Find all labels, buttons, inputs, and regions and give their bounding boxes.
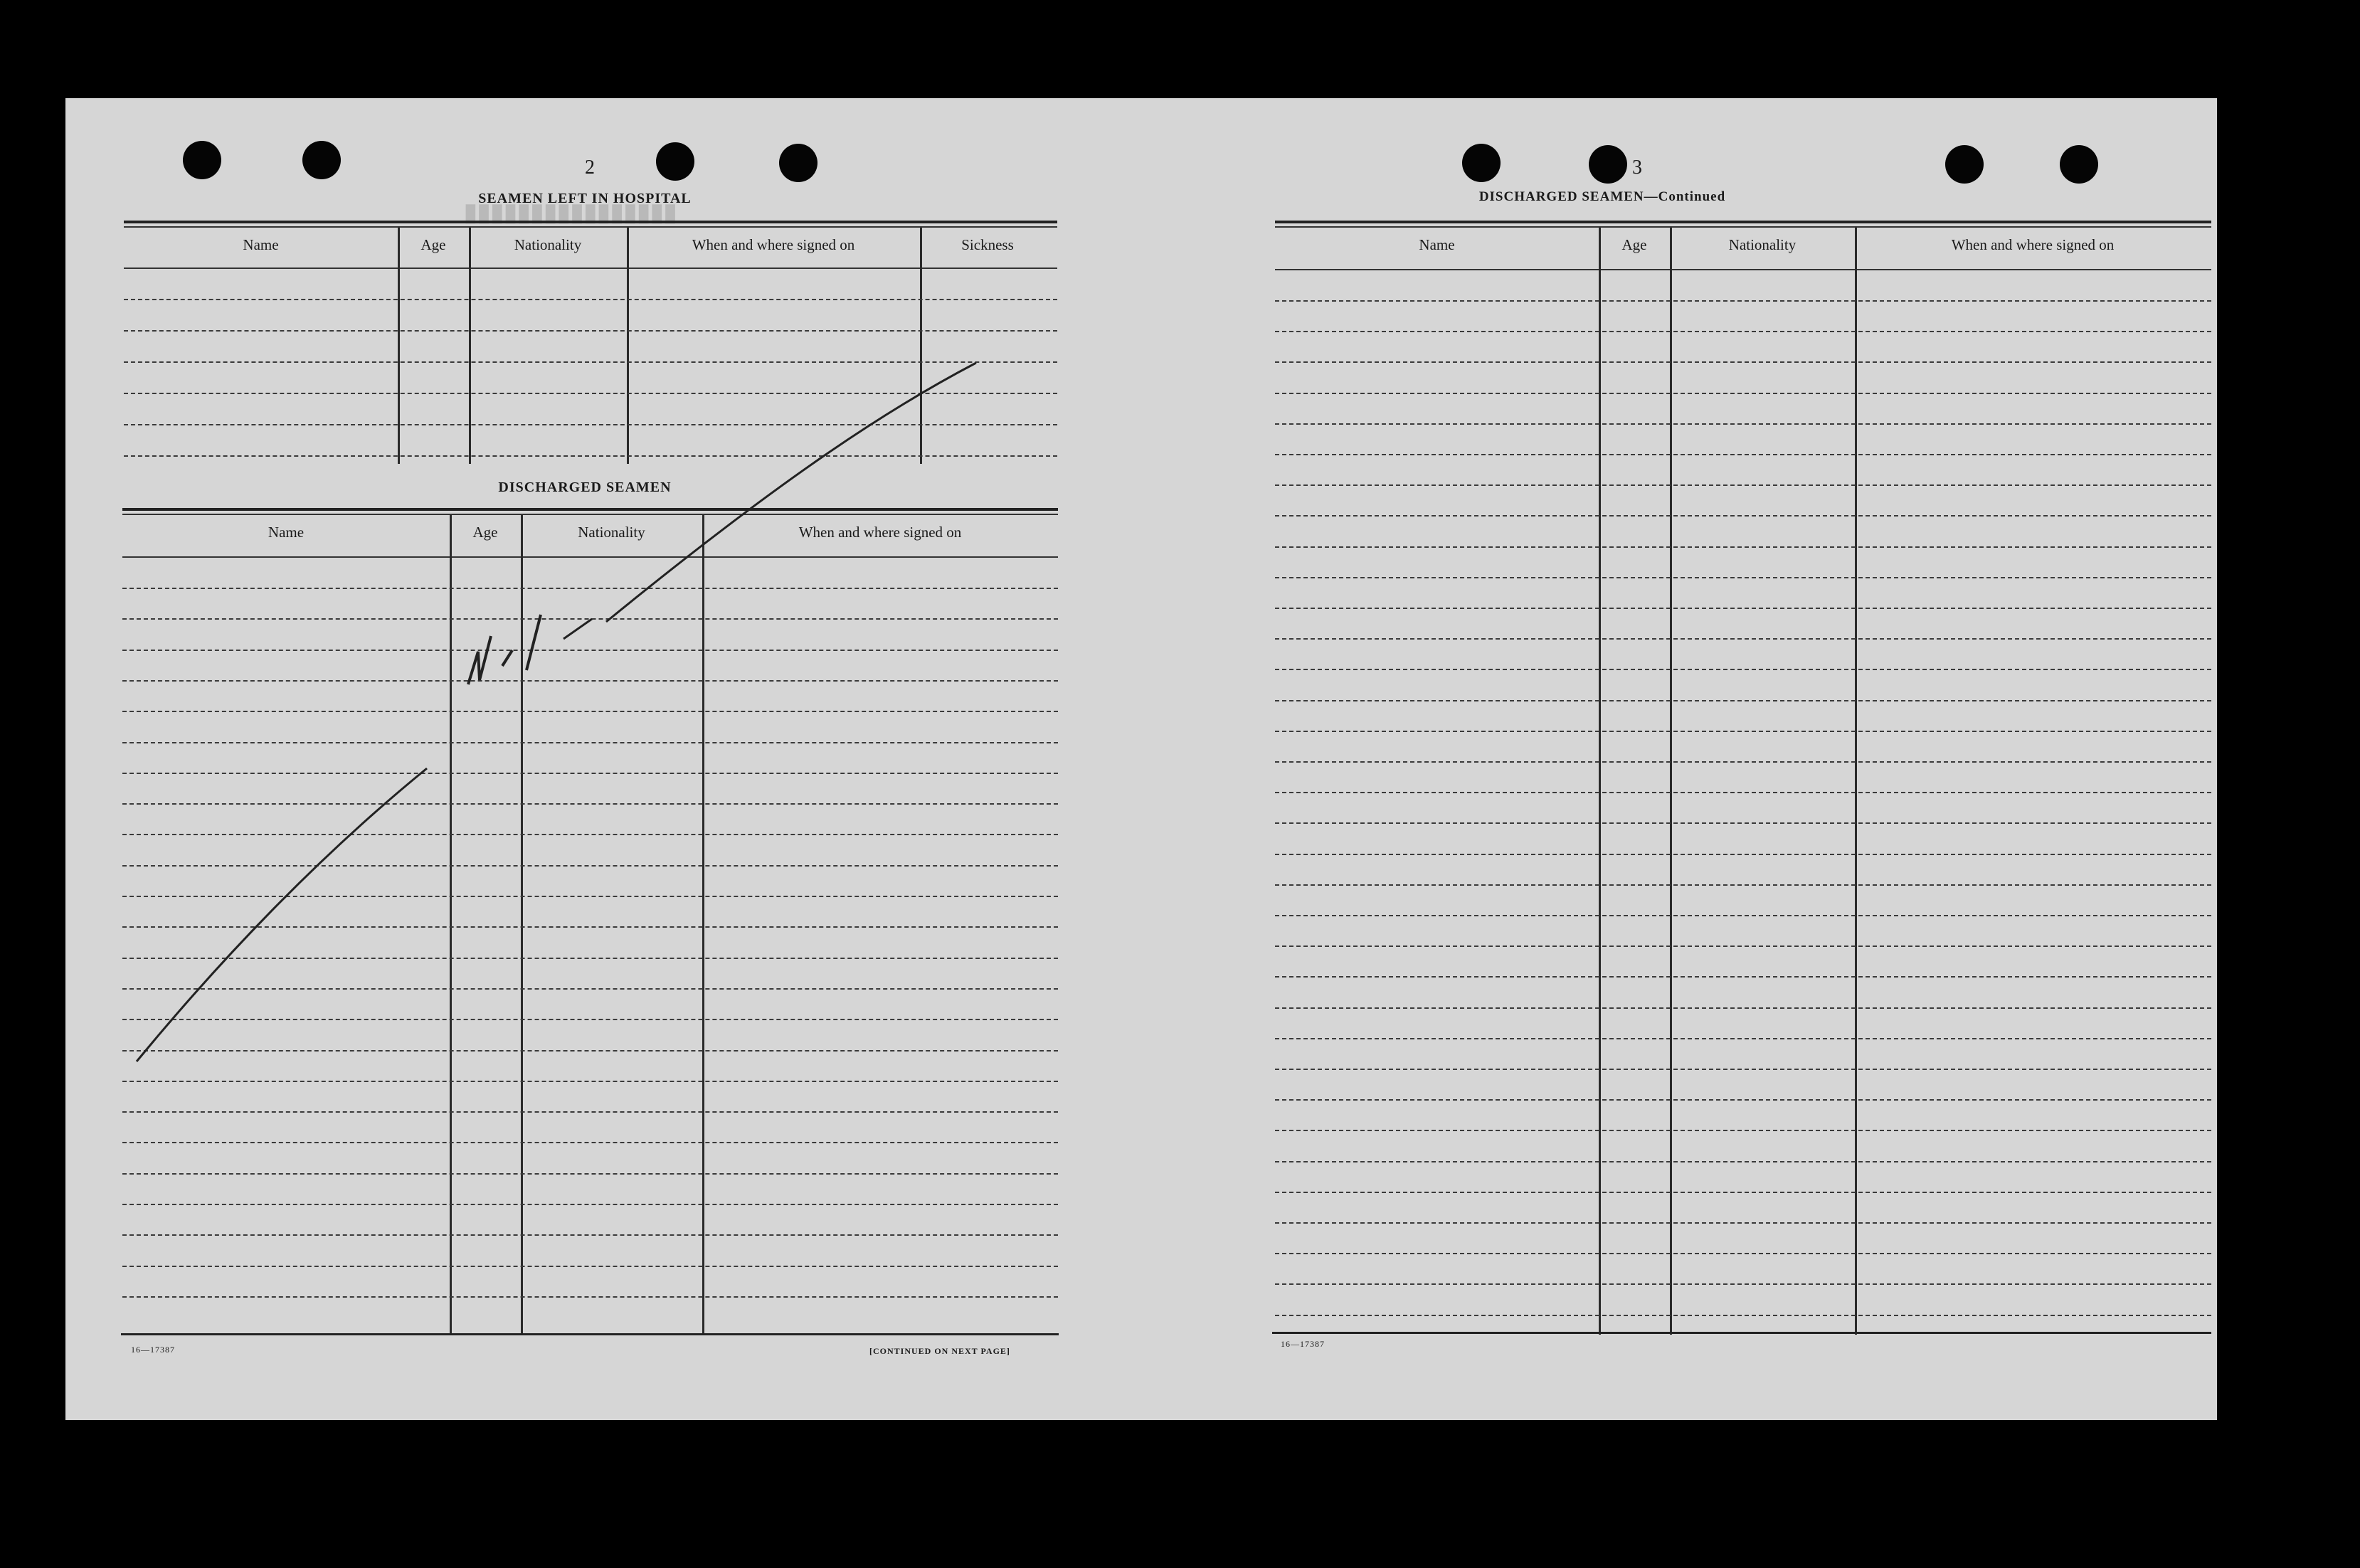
table-row-line <box>1275 484 2211 486</box>
table-row-line <box>1275 1007 2211 1009</box>
continued-note: [CONTINUED ON NEXT PAGE] <box>869 1346 1010 1356</box>
column-header-age: Age <box>1621 236 1647 253</box>
page-number: 3 <box>1632 157 1642 179</box>
column-header-sickness: Sickness <box>961 236 1014 253</box>
table-row-line <box>1275 1099 2211 1101</box>
bleed-through-text: ▮▮▮▮▮▮▮▮▮▮▮▮▮▮▮▮ <box>464 202 677 228</box>
right-page <box>1133 98 2217 1420</box>
table-row-line <box>1275 1192 2211 1193</box>
page-number: 2 <box>585 157 595 179</box>
table-row-line <box>1275 361 2211 363</box>
table-row-line <box>1275 1283 2211 1285</box>
table-row-line <box>1275 915 2211 916</box>
table-row-line <box>1275 423 2211 425</box>
table-row-line <box>1275 1222 2211 1224</box>
column-header-name: Name <box>243 236 279 253</box>
table-row-line <box>1275 669 2211 670</box>
column-header-age: Age <box>472 524 498 541</box>
table-row-line <box>1275 638 2211 640</box>
document-sheet <box>65 98 2217 1420</box>
column-header-nationality: Nationality <box>578 524 645 541</box>
table-row-line <box>1275 854 2211 855</box>
table-row-line <box>1275 945 2211 947</box>
form-number: 16—17387 <box>131 1345 175 1355</box>
table-row-line <box>1275 1069 2211 1070</box>
table-row-line <box>1275 515 2211 517</box>
table-row-line <box>1275 1130 2211 1131</box>
table-row-line <box>1275 1253 2211 1254</box>
table-row-line <box>1275 577 2211 578</box>
hospital-section-title: SEAMEN LEFT IN HOSPITAL <box>478 191 692 206</box>
discharged-continued-table <box>1275 221 2211 1430</box>
column-header-nationality: Nationality <box>1728 236 1797 253</box>
handwritten-strike-line <box>65 98 1133 1420</box>
handwritten-nil-mark <box>468 636 491 684</box>
table-row-line <box>1275 700 2211 701</box>
column-header-when-where: When and where signed on <box>692 236 855 253</box>
table-row-line <box>1275 546 2211 548</box>
left-page <box>65 98 1133 1420</box>
form-number: 16—17387 <box>1281 1339 1325 1349</box>
table-row-line <box>1275 792 2211 793</box>
table-row-line <box>1275 331 2211 332</box>
table-row-line <box>1275 1038 2211 1039</box>
table-row-line <box>1275 608 2211 609</box>
table-row-line <box>1275 731 2211 732</box>
table-row-line <box>1275 393 2211 394</box>
table-row-line <box>1275 761 2211 763</box>
column-header-name: Name <box>268 524 305 541</box>
table-row-line <box>1275 300 2211 302</box>
column-header-nationality: Nationality <box>514 236 582 253</box>
table-row-line <box>1275 822 2211 824</box>
column-header-name: Name <box>1419 236 1455 253</box>
table-row-line <box>1275 884 2211 886</box>
discharged-continued-title: DISCHARGED SEAMEN—Continued <box>1478 189 1726 204</box>
table-row-line <box>1275 1315 2211 1316</box>
table-row-line <box>1275 454 2211 455</box>
table-row-line <box>1275 976 2211 978</box>
column-header-when-where: When and where signed on <box>1951 236 2115 253</box>
column-header-when-where: When and where signed on <box>798 524 962 541</box>
table-row-line <box>1275 1161 2211 1162</box>
discharged-section-title: DISCHARGED SEAMEN <box>498 480 672 495</box>
column-header-age: Age <box>420 236 446 253</box>
